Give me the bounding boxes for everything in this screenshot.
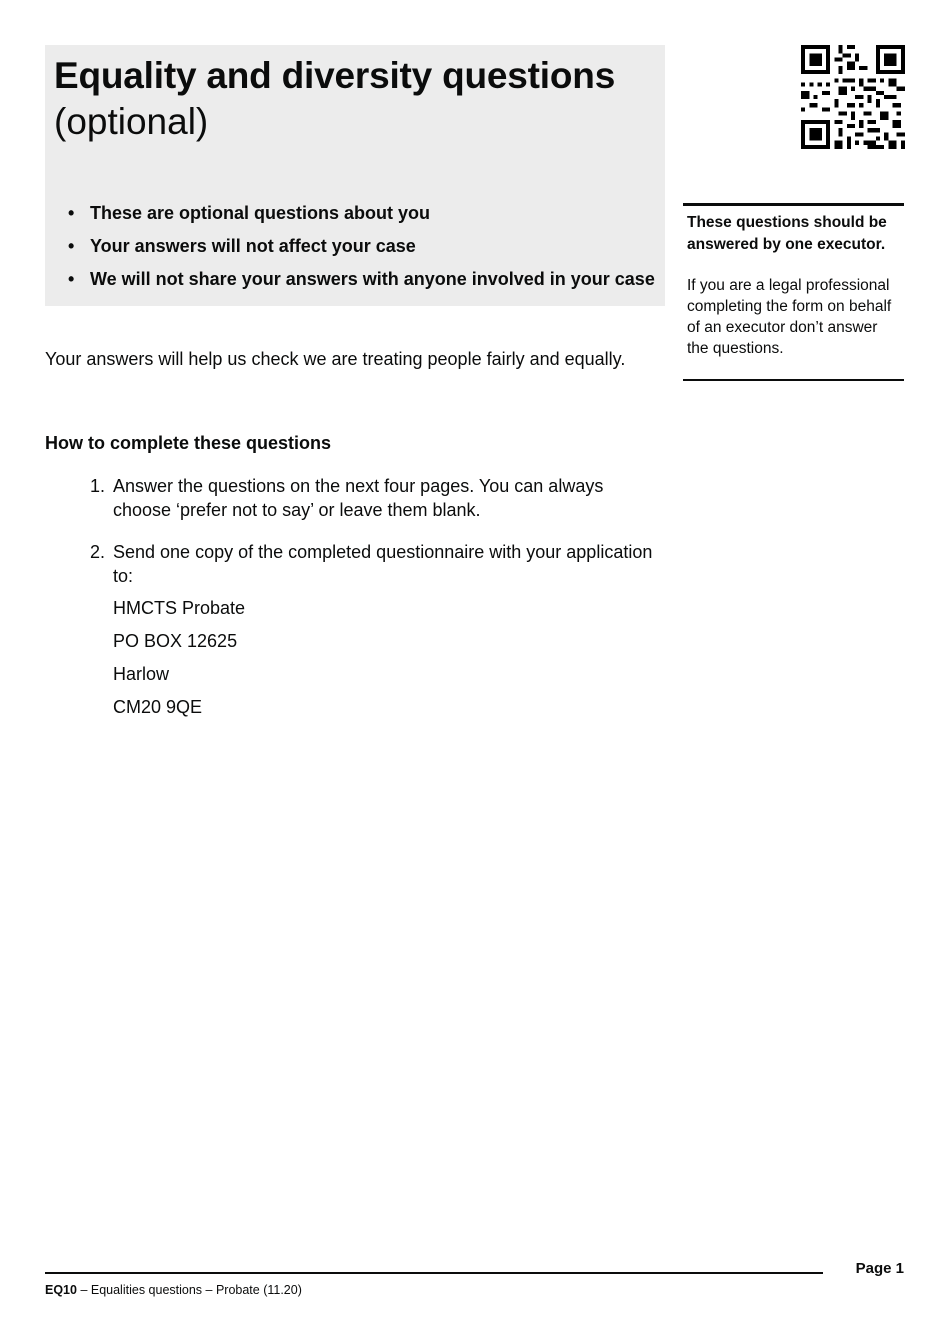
address-line: CM20 9QE [113,697,203,717]
page-subtitle: (optional) [54,101,209,142]
page-number: Page 1 [855,1260,904,1277]
intro-text: Your answers will help us check we are treating people fairly and equally. [45,349,626,369]
executor-note-box [683,203,904,381]
key-point: • Your answers will not affect your case [90,233,655,266]
step-number: 1. [90,476,106,496]
key-point: • These are optional questions about you [90,200,655,233]
step-number: 2. [90,542,106,562]
address-line: PO BOX 12625 [113,631,238,651]
address-line: HMCTS Probate [113,598,246,618]
address-line: Harlow [113,664,170,684]
legal-professional-note: If you are a legal professional completing the form on behalf of an executor don’t answer the questions. [687,277,892,357]
executor-note-heading: These questions should be answered by one executor. [687,214,887,253]
step-text: Send one copy of the completed questionnaire with your application to: [113,542,653,586]
how-to-heading: How to complete these questions [45,433,332,453]
qr-code-icon [801,45,905,149]
key-point: • We will not share your answers with anyone involved in your case [90,266,655,299]
form-code: EQ10 [45,1283,77,1297]
footer-divider [45,1272,823,1274]
step-text: Answer the questions on the next four pages. You can always choose ‘prefer not to say’ or leave them blank. [113,476,604,520]
page-title: Equality and diversity questions [54,55,616,96]
form-reference [45,1281,302,1299]
form-description: – Equalities questions – Probate (11.20) [76,1283,302,1297]
key-points-list [90,200,655,299]
